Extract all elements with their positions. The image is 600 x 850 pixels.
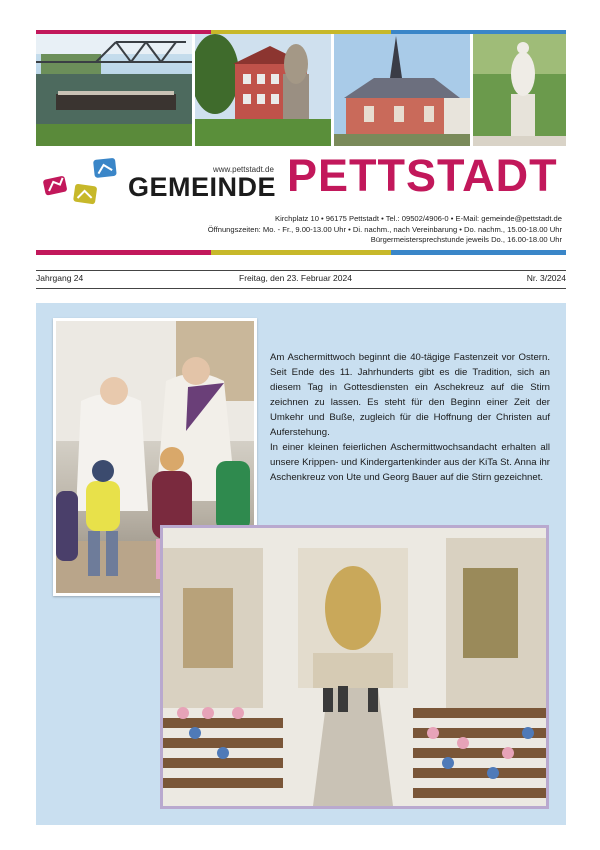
gemeinde-logo-icon: [40, 155, 120, 210]
contact-address-line: Kirchplatz 10 • 96175 Pettstadt • Tel.: 09502/4906-0 • E-Mail: gemeinde@pettstadt.de: [275, 214, 562, 223]
photo-red-building-statue: [195, 34, 331, 146]
issue-rule-bottom: [36, 288, 566, 289]
issue-rule-top: [36, 270, 566, 271]
photo-white-statue: [473, 34, 566, 146]
contact-info: [208, 214, 562, 246]
website-url: www.pettstadt.de: [213, 165, 274, 174]
issue-date: Freitag, den 23. Februar 2024: [239, 273, 352, 283]
header-photo-strip: [36, 34, 566, 146]
title-main: PETTSTADT: [287, 150, 558, 201]
article-paragraph-1: Am Aschermittwoch beginnt die 40-tägige Fastenzeit vor Ostern. Seit Ende des 11. Jahrhunderts gibt es die Tradition, sich an diesem Tag in Gottesdiensten ein Aschekreuz auf die Stirn zeichnen zu lassen. Es steht für den Beginn einer Zeit der Umkehr und Buße, zugleich für die Hoffnung der Christen auf Auferstehung.: [270, 352, 550, 438]
photo-church: [334, 34, 470, 146]
contact-hours-line: Öffnungszeiten: Mo. - Fr., 9.00-13.00 Uhr • Di. nachm., nach Vereinbarung • Do. nachm., 15.00-18.00 Uhr: [207, 224, 562, 234]
issue-number: Nr. 3/2024: [526, 273, 566, 283]
article-paragraph-2: In einer kleinen feierlichen Aschermittwochsandacht erhalten all unsere Krippen- und Kindergartenkinder aus der KiTa St. Anna ihr Aschenkreuz von Ute und Georg Bauer auf die Stirn gezeichnet.: [270, 442, 550, 483]
issue-info-row: [36, 273, 566, 287]
header-color-bar: [36, 250, 566, 255]
title-prefix: GEMEINDE: [128, 172, 277, 202]
contact-mayor-line: Bürgermeistersprechstunde jeweils Do., 16.00-18.00 Uhr: [370, 235, 562, 244]
photo-church-interior: [160, 525, 549, 809]
photo-bridge-river: [36, 34, 192, 146]
article-text: [270, 350, 550, 485]
issue-volume: Jahrgang 24: [36, 273, 84, 283]
